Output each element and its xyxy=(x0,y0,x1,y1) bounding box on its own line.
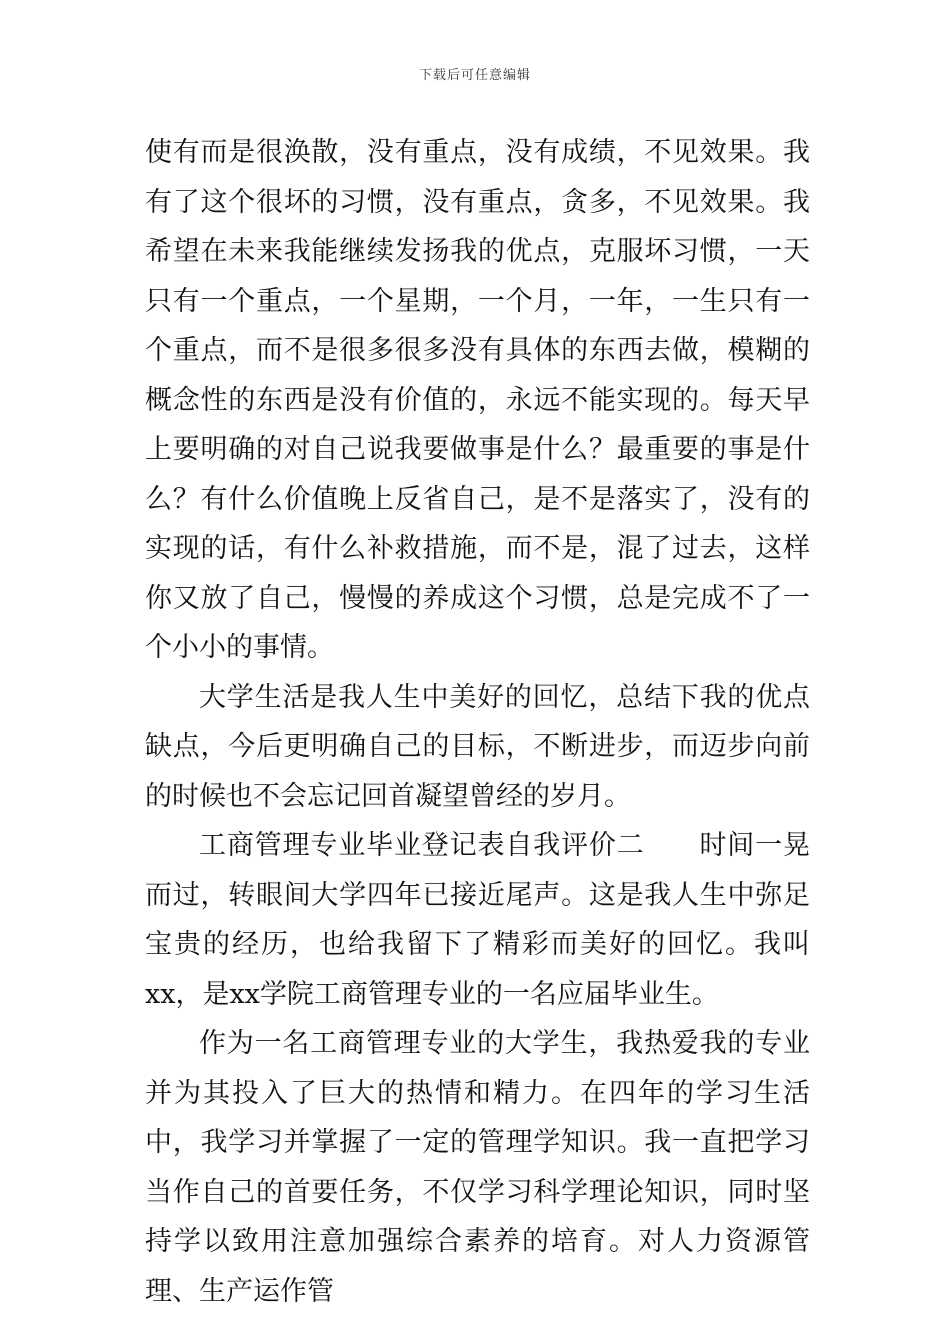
document-body xyxy=(145,128,810,1316)
paragraph-continuation: 使有而是很涣散，没有重点，没有成绩，不见效果。我有了这个很坏的习惯，没有重点，贪多，不见效果。我希望在未来我能继续发扬我的优点，克服坏习惯，一天只有一个重点，一个星期，一个月，一年，一生只有一个重点，而不是很多很多没有具体的东西去做，模糊的概念性的东西是没有价值的，永远不能实现的。每天早上要明确的对自己说我要做事是什么？最重要的事是什么？有什么价值晚上反省自己，是不是落实了，没有的实现的话，有什么补救措施，而不是，混了过去，这样你又放了自己，慢慢的养成这个习惯，总是完成不了一个小小的事情。 xyxy=(145,137,810,663)
paragraph-college-memory: 大学生活是我人生中美好的回忆，总结下我的优点缺点，今后更明确自己的目标，不断进步，而迈步向前的时候也不会忘记回首凝望曾经的岁月。 xyxy=(145,681,810,812)
paragraph-major-study: 作为一名工商管理专业的大学生，我热爱我的专业并为其投入了巨大的热情和精力。在四年的学习生活中，我学习并掌握了一定的管理学知识。我一直把学习当作自己的首要任务，不仅学习科学理论知识，同时坚持学以致用注意加强综合素养的培育。对人力资源管理、生产运作管 xyxy=(145,1028,810,1307)
section-title: 工商管理专业毕业登记表自我评价二 xyxy=(199,830,645,861)
page-header: 下载后可任意编辑 xyxy=(418,68,531,83)
paragraph-self-evaluation-two xyxy=(145,821,810,1019)
section-intro-text: 时间一晃而过，转眼间大学四年已接近尾声。这是我人生中弥足宝贵的经历，也给我留下了精彩而美好的回忆。我叫xx，是xx学院工商管理专业的一名应届毕业生。 xyxy=(145,830,811,1010)
